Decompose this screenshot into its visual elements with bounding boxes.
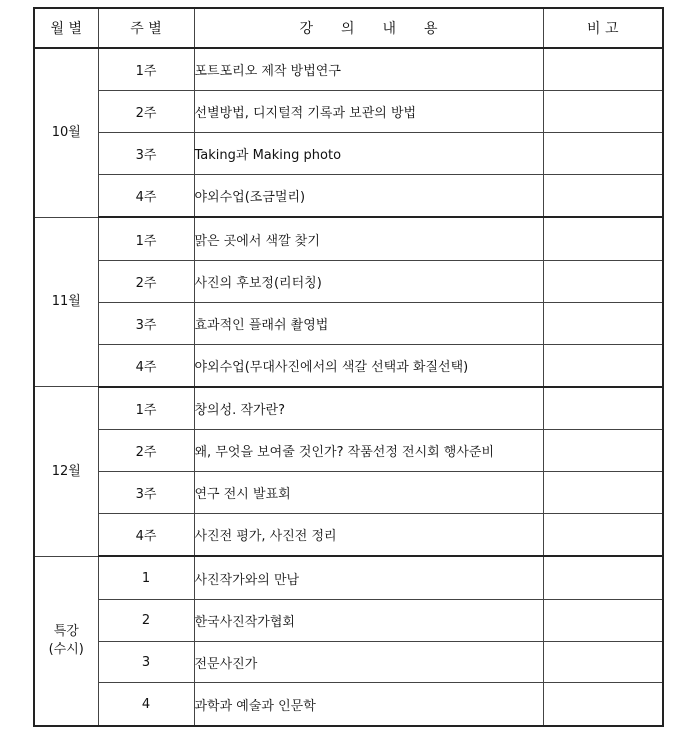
week-cell: 4 bbox=[98, 683, 194, 726]
note-cell bbox=[543, 91, 663, 133]
table-row bbox=[34, 260, 663, 302]
content-cell: Taking과 Making photo bbox=[194, 133, 543, 175]
table-row bbox=[34, 217, 663, 260]
table-row bbox=[34, 175, 663, 218]
note-cell bbox=[543, 344, 663, 387]
note-cell bbox=[543, 48, 663, 91]
table-row bbox=[34, 556, 663, 599]
table-row bbox=[34, 302, 663, 344]
note-cell bbox=[543, 599, 663, 641]
table-row bbox=[34, 514, 663, 557]
table-row bbox=[34, 48, 663, 91]
week-cell: 1주 bbox=[98, 48, 194, 91]
content-cell: 한국사진작가협회 bbox=[194, 599, 543, 641]
table-row bbox=[34, 91, 663, 133]
week-cell: 2주 bbox=[98, 260, 194, 302]
note-cell bbox=[543, 217, 663, 260]
week-cell: 3 bbox=[98, 641, 194, 683]
content-cell: 사진작가와의 만남 bbox=[194, 556, 543, 599]
note-cell bbox=[543, 175, 663, 218]
week-cell: 2 bbox=[98, 599, 194, 641]
month-cell-december: 12월 bbox=[34, 387, 98, 556]
note-cell bbox=[543, 430, 663, 472]
content-cell: 사진의 후보정(리터칭) bbox=[194, 260, 543, 302]
content-cell: 전문사진가 bbox=[194, 641, 543, 683]
table-row bbox=[34, 641, 663, 683]
week-cell: 2주 bbox=[98, 91, 194, 133]
table-row bbox=[34, 430, 663, 472]
special-lecture-label-line1: 특강 bbox=[53, 623, 79, 639]
month-cell-special-lecture bbox=[34, 556, 98, 726]
header-month: 월 별 bbox=[34, 8, 98, 48]
note-cell bbox=[543, 472, 663, 514]
note-cell bbox=[543, 683, 663, 726]
week-cell: 4주 bbox=[98, 344, 194, 387]
note-cell bbox=[543, 302, 663, 344]
note-cell bbox=[543, 133, 663, 175]
note-cell bbox=[543, 641, 663, 683]
content-cell: 연구 전시 발표회 bbox=[194, 472, 543, 514]
header-content: 강 의 내 용 bbox=[194, 8, 543, 48]
table-row bbox=[34, 683, 663, 726]
month-cell-october: 10월 bbox=[34, 48, 98, 217]
special-lecture-label-line2: (수시) bbox=[48, 641, 84, 657]
note-cell bbox=[543, 514, 663, 557]
note-cell bbox=[543, 260, 663, 302]
table-row bbox=[34, 133, 663, 175]
content-cell: 창의성. 작가란? bbox=[194, 387, 543, 430]
content-cell: 효과적인 플래쉬 촬영법 bbox=[194, 302, 543, 344]
content-cell: 선별방법, 디지털적 기록과 보관의 방법 bbox=[194, 91, 543, 133]
header-note: 비 고 bbox=[543, 8, 663, 48]
content-cell: 맑은 곳에서 색깔 찾기 bbox=[194, 217, 543, 260]
week-cell: 3주 bbox=[98, 302, 194, 344]
week-cell: 4주 bbox=[98, 514, 194, 557]
content-cell: 왜, 무엇을 보여줄 것인가? 작품선정 전시회 행사준비 bbox=[194, 430, 543, 472]
week-cell: 1 bbox=[98, 556, 194, 599]
table-row bbox=[34, 387, 663, 430]
content-cell: 야외수업(무대사진에서의 색갈 선택과 화질선택) bbox=[194, 344, 543, 387]
week-cell: 4주 bbox=[98, 175, 194, 218]
week-cell: 2주 bbox=[98, 430, 194, 472]
week-cell: 3주 bbox=[98, 472, 194, 514]
month-cell-november: 11월 bbox=[34, 217, 98, 386]
week-cell: 1주 bbox=[98, 217, 194, 260]
week-cell: 1주 bbox=[98, 387, 194, 430]
table-row bbox=[34, 344, 663, 387]
content-cell: 포트포리오 제작 방법연구 bbox=[194, 48, 543, 91]
table-row bbox=[34, 599, 663, 641]
note-cell bbox=[543, 387, 663, 430]
content-cell: 과학과 예술과 인문학 bbox=[194, 683, 543, 726]
content-cell: 사진전 평가, 사진전 정리 bbox=[194, 514, 543, 557]
note-cell bbox=[543, 556, 663, 599]
table-header-row bbox=[34, 8, 663, 48]
week-cell: 3주 bbox=[98, 133, 194, 175]
header-week: 주 별 bbox=[98, 8, 194, 48]
content-cell: 야외수업(조금멀리) bbox=[194, 175, 543, 218]
lecture-schedule-table bbox=[33, 7, 664, 727]
table-row bbox=[34, 472, 663, 514]
